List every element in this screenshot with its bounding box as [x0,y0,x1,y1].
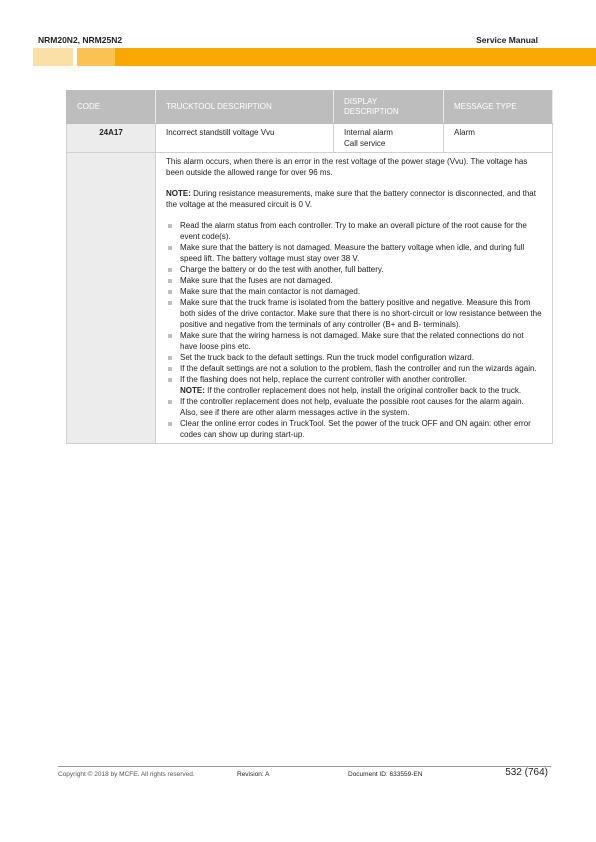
header-manual-title: Service Manual [476,35,538,45]
bullet-icon [168,356,172,360]
code-column-blank [67,153,156,444]
header-band-light [33,48,73,66]
footer-revision: Revision: A [237,771,270,778]
footer-page-number: 532 (764) [505,767,548,778]
alarm-details [156,153,553,444]
bullet-icon [168,367,172,371]
footer-document-id: Document ID: 633559-EN [348,771,423,778]
bullet-icon [168,422,172,426]
col-header-code: CODE [67,91,156,124]
list-item: Make sure that the battery is not damaged. Measure the battery voltage when idle, and during full speed lift. The battery voltage must stay over 38 V. [166,242,542,264]
list-item: Set the truck back to the default settings. Run the truck model configuration wizard. [166,352,542,363]
col-header-message-type: MESSAGE TYPE [444,91,553,124]
bullet-icon [168,268,172,272]
intro-paragraph: This alarm occurs, when there is an error in the rest voltage of the power stage (Vvu). The voltage has been outside the allowed range for over 96 ms. [166,157,528,177]
trucktool-description: Incorrect standstill voltage Vvu [156,124,334,153]
list-item: Clear the online error codes in TruckTool. Set the power of the truck OFF and ON again: other error codes can show up during start-up. [166,418,542,440]
header-models: NRM20N2, NRM25N2 [38,35,123,45]
bullet-icon [168,378,172,382]
footer-divider [58,766,551,767]
alarm-code: 24A17 [67,124,156,153]
table-row-details [67,153,553,444]
header-band-dark [115,48,596,66]
col-header-trucktool-description: TRUCKTOOL DESCRIPTION [156,91,334,124]
bullet-icon [168,279,172,283]
list-item: Make sure that the fuses are not damaged. [166,275,542,286]
troubleshooting-steps [166,220,542,440]
note-text: During resistance measurements, make sure that the battery connector is disconnected, and that the voltage at the measured circuit is 0 V. [166,189,536,209]
note-label: NOTE: [166,189,191,198]
list-item: If the default settings are not a solution to the problem, flash the controller and run the wizards again. [166,363,542,374]
step-note-label: NOTE: [180,386,205,395]
step-note-text: If the controller replacement does not help, install the original controller back to the truck. [204,386,522,395]
bullet-icon [168,224,172,228]
list-item: If the flashing does not help, replace the current controller with another controller. NOTE: If the controller replacement does not help, install the original controller back to the truck. [166,374,542,396]
display-description-line-2: Call service [344,139,386,148]
bullet-icon [168,400,172,404]
col-header-display-description: DISPLAY DESCRIPTION [334,91,444,124]
list-item: Make sure that the truck frame is isolated from the battery positive and negative. Measure this from both sides of the drive contactor. Make sure that there is no short-circuit or low resistance between the positive and negative from the terminals of any controller (B+ and B- terminals). [166,297,542,330]
list-item: Read the alarm status from each controller. Try to make an overall picture of the root cause for the event code(s). [166,220,542,242]
list-item: Make sure that the main contactor is not damaged. [166,286,542,297]
message-type: Alarm [444,124,553,153]
table-row [67,124,553,153]
alarm-table [66,90,553,444]
header-band-mid [77,48,115,66]
list-item: Charge the battery or do the test with another, full battery. [166,264,542,275]
bullet-icon [168,301,172,305]
table-header-row [67,91,553,124]
display-description-line-1: Internal alarm [344,128,393,137]
display-description [334,124,444,153]
list-item: Make sure that the wiring harness is not damaged. Make sure that the related connections do not have loose pins etc. [166,330,542,352]
bullet-icon [168,290,172,294]
list-item: If the controller replacement does not help, evaluate the possible root causes for the alarm again. Also, see if there are other alarm messages active in the system. [166,396,542,418]
footer-copyright: Copyright © 2018 by MCFE. All rights reserved. [58,771,195,778]
bullet-icon [168,334,172,338]
bullet-icon [168,246,172,250]
note-paragraph [166,188,542,210]
